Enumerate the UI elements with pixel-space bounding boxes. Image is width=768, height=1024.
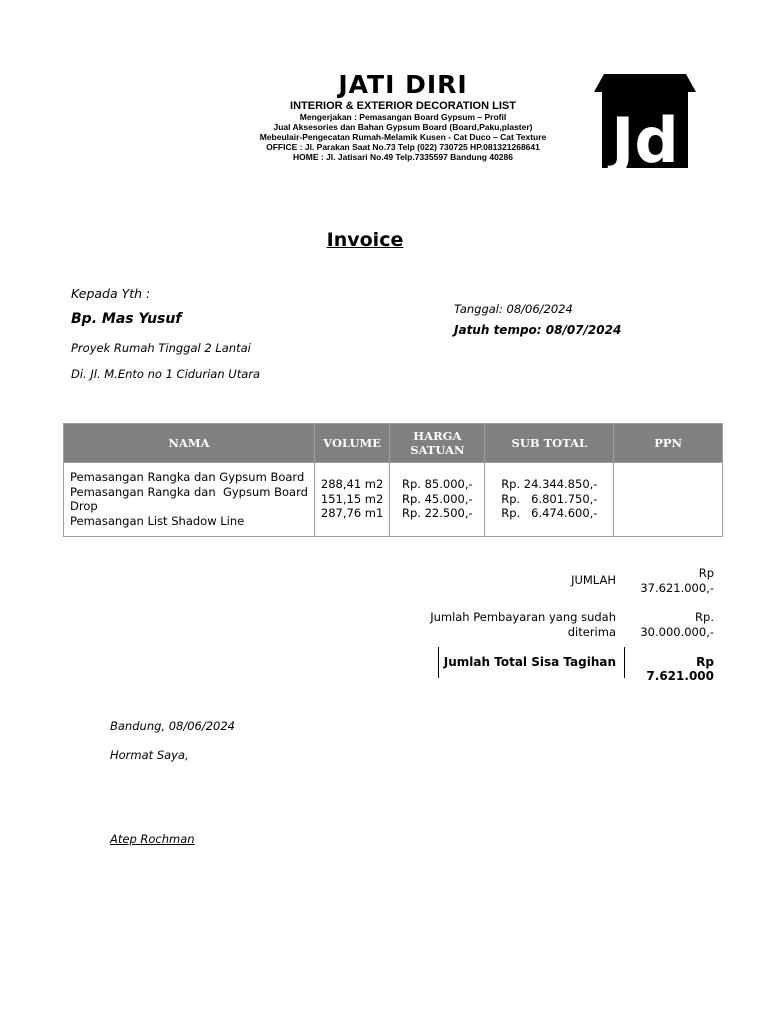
logo-text: Jd [611, 104, 679, 168]
header-nama: NAMA [64, 424, 315, 463]
signature-place-date: Bandung, 08/06/2024 [110, 719, 235, 733]
recipient-project: Proyek Rumah Tinggal 2 Lantai [71, 341, 251, 355]
house-logo-icon [594, 74, 696, 168]
jumlah-value-currency: Rp [698, 566, 714, 580]
pembayaran-value-currency: Rp. [695, 610, 714, 624]
signature-greeting: Hormat Saya, [110, 748, 189, 762]
items-table [63, 423, 723, 537]
cell-ppn [614, 463, 723, 537]
item-subtotal: Rp. 6.801.750,- [501, 491, 598, 506]
item-name: Pemasangan Rangka dan Gypsum Board [70, 470, 305, 484]
item-harga: Rp. 22.500,- [402, 506, 473, 520]
item-harga: Rp. 85.000,- [402, 477, 473, 491]
item-name: Drop [70, 499, 98, 513]
item-subtotal: Rp. 6.474.600,- [501, 506, 598, 520]
item-name: Pemasangan Rangka dan Gypsum Board [70, 484, 308, 499]
header-ppn: PPN [614, 424, 723, 463]
pembayaran-label-line2: diterima [567, 625, 616, 639]
invoice-date: Tanggal: 08/06/2024 [454, 302, 573, 316]
table-row [64, 463, 723, 537]
jumlah-value-amount: 37.621.000,- [640, 581, 714, 595]
recipient-address: Di. Jl. M.Ento no 1 Cidurian Utara [71, 367, 261, 381]
item-name: Pemasangan List Shadow Line [70, 513, 245, 528]
cell-nama [64, 463, 315, 537]
item-harga: Rp. 45.000,- [402, 491, 473, 506]
company-line-services: Mengerjakan : Pemasangan Board Gypsum – Profil [299, 112, 507, 122]
sisa-tagihan-divider [624, 647, 625, 678]
header-harga-satuan: HARGA SATUAN [390, 424, 485, 463]
company-line-office: OFFICE : Jl. Parakan Saat No.73 Telp (022) 730725 HP.081321268641 [266, 142, 540, 152]
item-volume: 151,15 m2 [320, 491, 384, 506]
jumlah-value [630, 566, 714, 596]
pembayaran-value-amount: 30.000.000,- [640, 625, 714, 639]
recipient-name: Bp. Mas Yusuf [71, 311, 182, 327]
header-volume: VOLUME [314, 424, 389, 463]
sisa-tagihan-value: Rp 7.621.000 [646, 655, 714, 683]
company-name: JATI DIRI [338, 70, 468, 99]
company-line-products: Jual Aksesories dan Bahan Gypsum Board (Board,Paku,plaster) [273, 122, 533, 132]
pembayaran-label-line1: Jumlah Pembayaran yang sudah [430, 610, 616, 624]
header-sub-total: SUB TOTAL [485, 424, 614, 463]
recipient-label: Kepada Yth : [71, 286, 151, 301]
invoice-due-date: Jatuh tempo: 08/07/2024 [454, 323, 622, 337]
sisa-tagihan-label: Jumlah Total Sisa Tagihan [443, 655, 616, 669]
company-subtitle: INTERIOR & EXTERIOR DECORATION LIST [290, 100, 516, 112]
cell-subtotal [485, 463, 614, 537]
company-header [240, 70, 566, 162]
jumlah-label: JUMLAH [571, 573, 616, 587]
invoice-title: Invoice [326, 229, 404, 251]
pembayaran-label [430, 610, 616, 640]
signature-name: Atep Rochman [110, 832, 195, 846]
table-header-row [64, 424, 723, 463]
company-logo [594, 74, 696, 168]
cell-harga [390, 463, 485, 537]
pembayaran-value [630, 610, 714, 640]
item-volume: 288,41 m2 [320, 477, 384, 491]
company-line-home: HOME : Jl. Jatisari No.49 Telp.7335597 Bandung 40286 [293, 152, 513, 162]
company-line-painting: Mebeulair-Pengecatan Rumah-Melamik Kusen - Cat Duco – Cat Texture [259, 132, 547, 142]
item-subtotal: Rp. 24.344.850,- [501, 477, 598, 491]
cell-volume [314, 463, 389, 537]
item-volume: 287,76 m1 [320, 506, 384, 520]
